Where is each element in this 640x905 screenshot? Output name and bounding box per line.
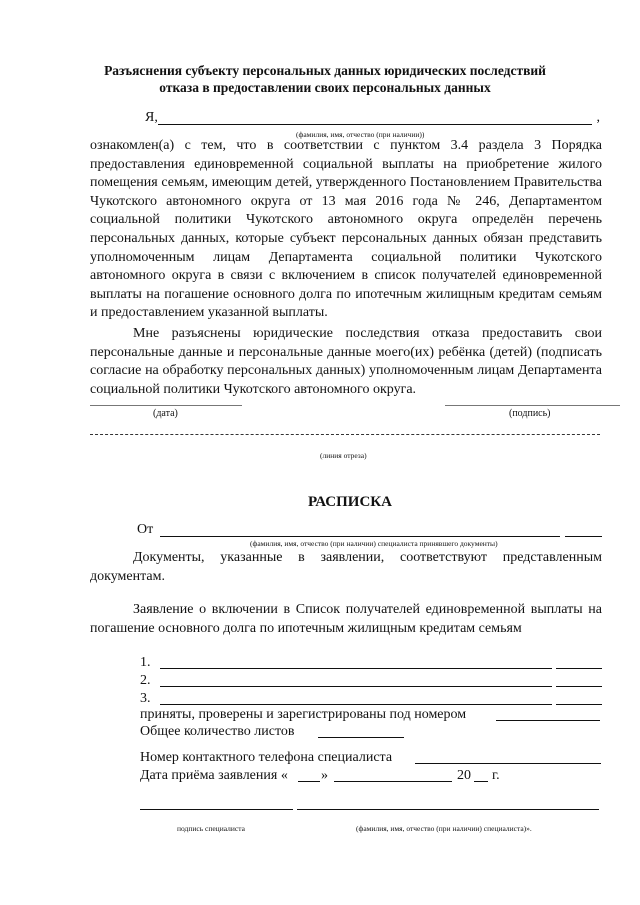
date-prefix: Дата приёма заявления « [140, 768, 288, 783]
sheets-text: Общее количество листов [140, 724, 295, 739]
ya-label: Я, [145, 110, 158, 125]
documents-text: Документы, указанные в заявлении, соответствуют представленным документам. [90, 550, 602, 584]
document-item-row [140, 655, 602, 673]
day-field[interactable] [298, 781, 320, 782]
phone-text: Номер контактного телефона специалиста [140, 750, 393, 765]
name-hint: (фамилия, имя, отчество (при наличии)) [296, 130, 425, 139]
specialist-fullname-field[interactable] [297, 809, 599, 810]
registered-text: приняты, проверены и зарегистрированы под номером [140, 707, 467, 722]
date-suffix: г. [492, 768, 500, 783]
date-year: 20 [457, 768, 471, 783]
name-entry-row [90, 110, 600, 128]
specialist-extra-field[interactable] [565, 536, 602, 537]
from-label: От [137, 522, 154, 537]
item-3-field[interactable] [160, 704, 552, 705]
phone-field[interactable] [415, 763, 601, 764]
date-mid: » [321, 768, 328, 783]
item-1-field[interactable] [160, 668, 552, 669]
item-number: 2. [140, 673, 151, 688]
specialist-signature-label: подпись специалиста [177, 824, 245, 833]
title-line-2: отказа в предоставлении своих персональных данных [159, 80, 491, 95]
receipt-from-row [90, 522, 602, 540]
consent-paragraph-2: Мне разъяснены юридические последствия отказа предоставить свои персональные данные и персональные данные моего(их) ребёнка (детей) (подписать согласие на обработку персональных данных) уполномоченным лицам Департамента социальной политики Чукотского автономного округа. [90, 326, 602, 397]
item-number: 3. [140, 691, 151, 706]
item-3-extra-field[interactable] [556, 704, 602, 705]
from-hint: (фамилия, имя, отчество (при наличии) специалиста принявшего документы) [250, 539, 498, 548]
specialist-name-field[interactable] [160, 536, 560, 537]
sheets-count-field[interactable] [318, 737, 404, 738]
document-item-row [140, 673, 602, 691]
year-field[interactable] [474, 781, 488, 782]
date-blank-field[interactable] [90, 405, 242, 406]
cut-line-label: (линия отреза) [320, 451, 367, 460]
item-1-extra-field[interactable] [556, 668, 602, 669]
item-2-field[interactable] [160, 686, 552, 687]
cut-line [90, 434, 600, 435]
application-text: Заявление о включении в Список получателей единовременной выплаты на погашение основного долга по ипотечным жилищным кредитам семьям [90, 602, 602, 636]
item-number: 1. [140, 655, 151, 670]
consent-paragraph-1: ознакомлен(а) с тем, что в соответствии с пунктом 3.4 раздела 3 Порядка предоставления единовременной социальной выплаты на приобретение жилого помещения семьям, имеющим детей, утвержденного Постановлением Правительства Чукотского автономного округа от 13 мая 2016 года № 246, Департаментом социальной политики Чукотского автономного округа определён перечень персональных данных, которые субъект персональных данных обязан представить уполномоченным лицам Департамента социальной политики Чукотского автономного округа в связи с включением в список получателей единовременной выплаты на погашение основного долга по ипотечным жилищным кредитам семьям и предоставлением указанной выплаты. [90, 138, 602, 321]
specialist-signature-field[interactable] [140, 809, 293, 810]
receipt-heading: РАСПИСКА [307, 494, 393, 510]
signature-label: (подпись) [509, 408, 551, 419]
registration-number-field[interactable] [496, 720, 600, 721]
name-blank-field[interactable] [158, 124, 592, 125]
date-label: (дата) [153, 408, 178, 419]
document-title [90, 62, 560, 96]
signature-blank-field[interactable] [445, 405, 620, 406]
item-2-extra-field[interactable] [556, 686, 602, 687]
month-field[interactable] [334, 781, 452, 782]
specialist-name-label: (фамилия, имя, отчество (при наличии) специалиста)». [356, 824, 532, 833]
title-line-1: Разъяснения субъекту персональных данных юридических последствий [104, 63, 546, 78]
name-comma: , [596, 110, 600, 125]
